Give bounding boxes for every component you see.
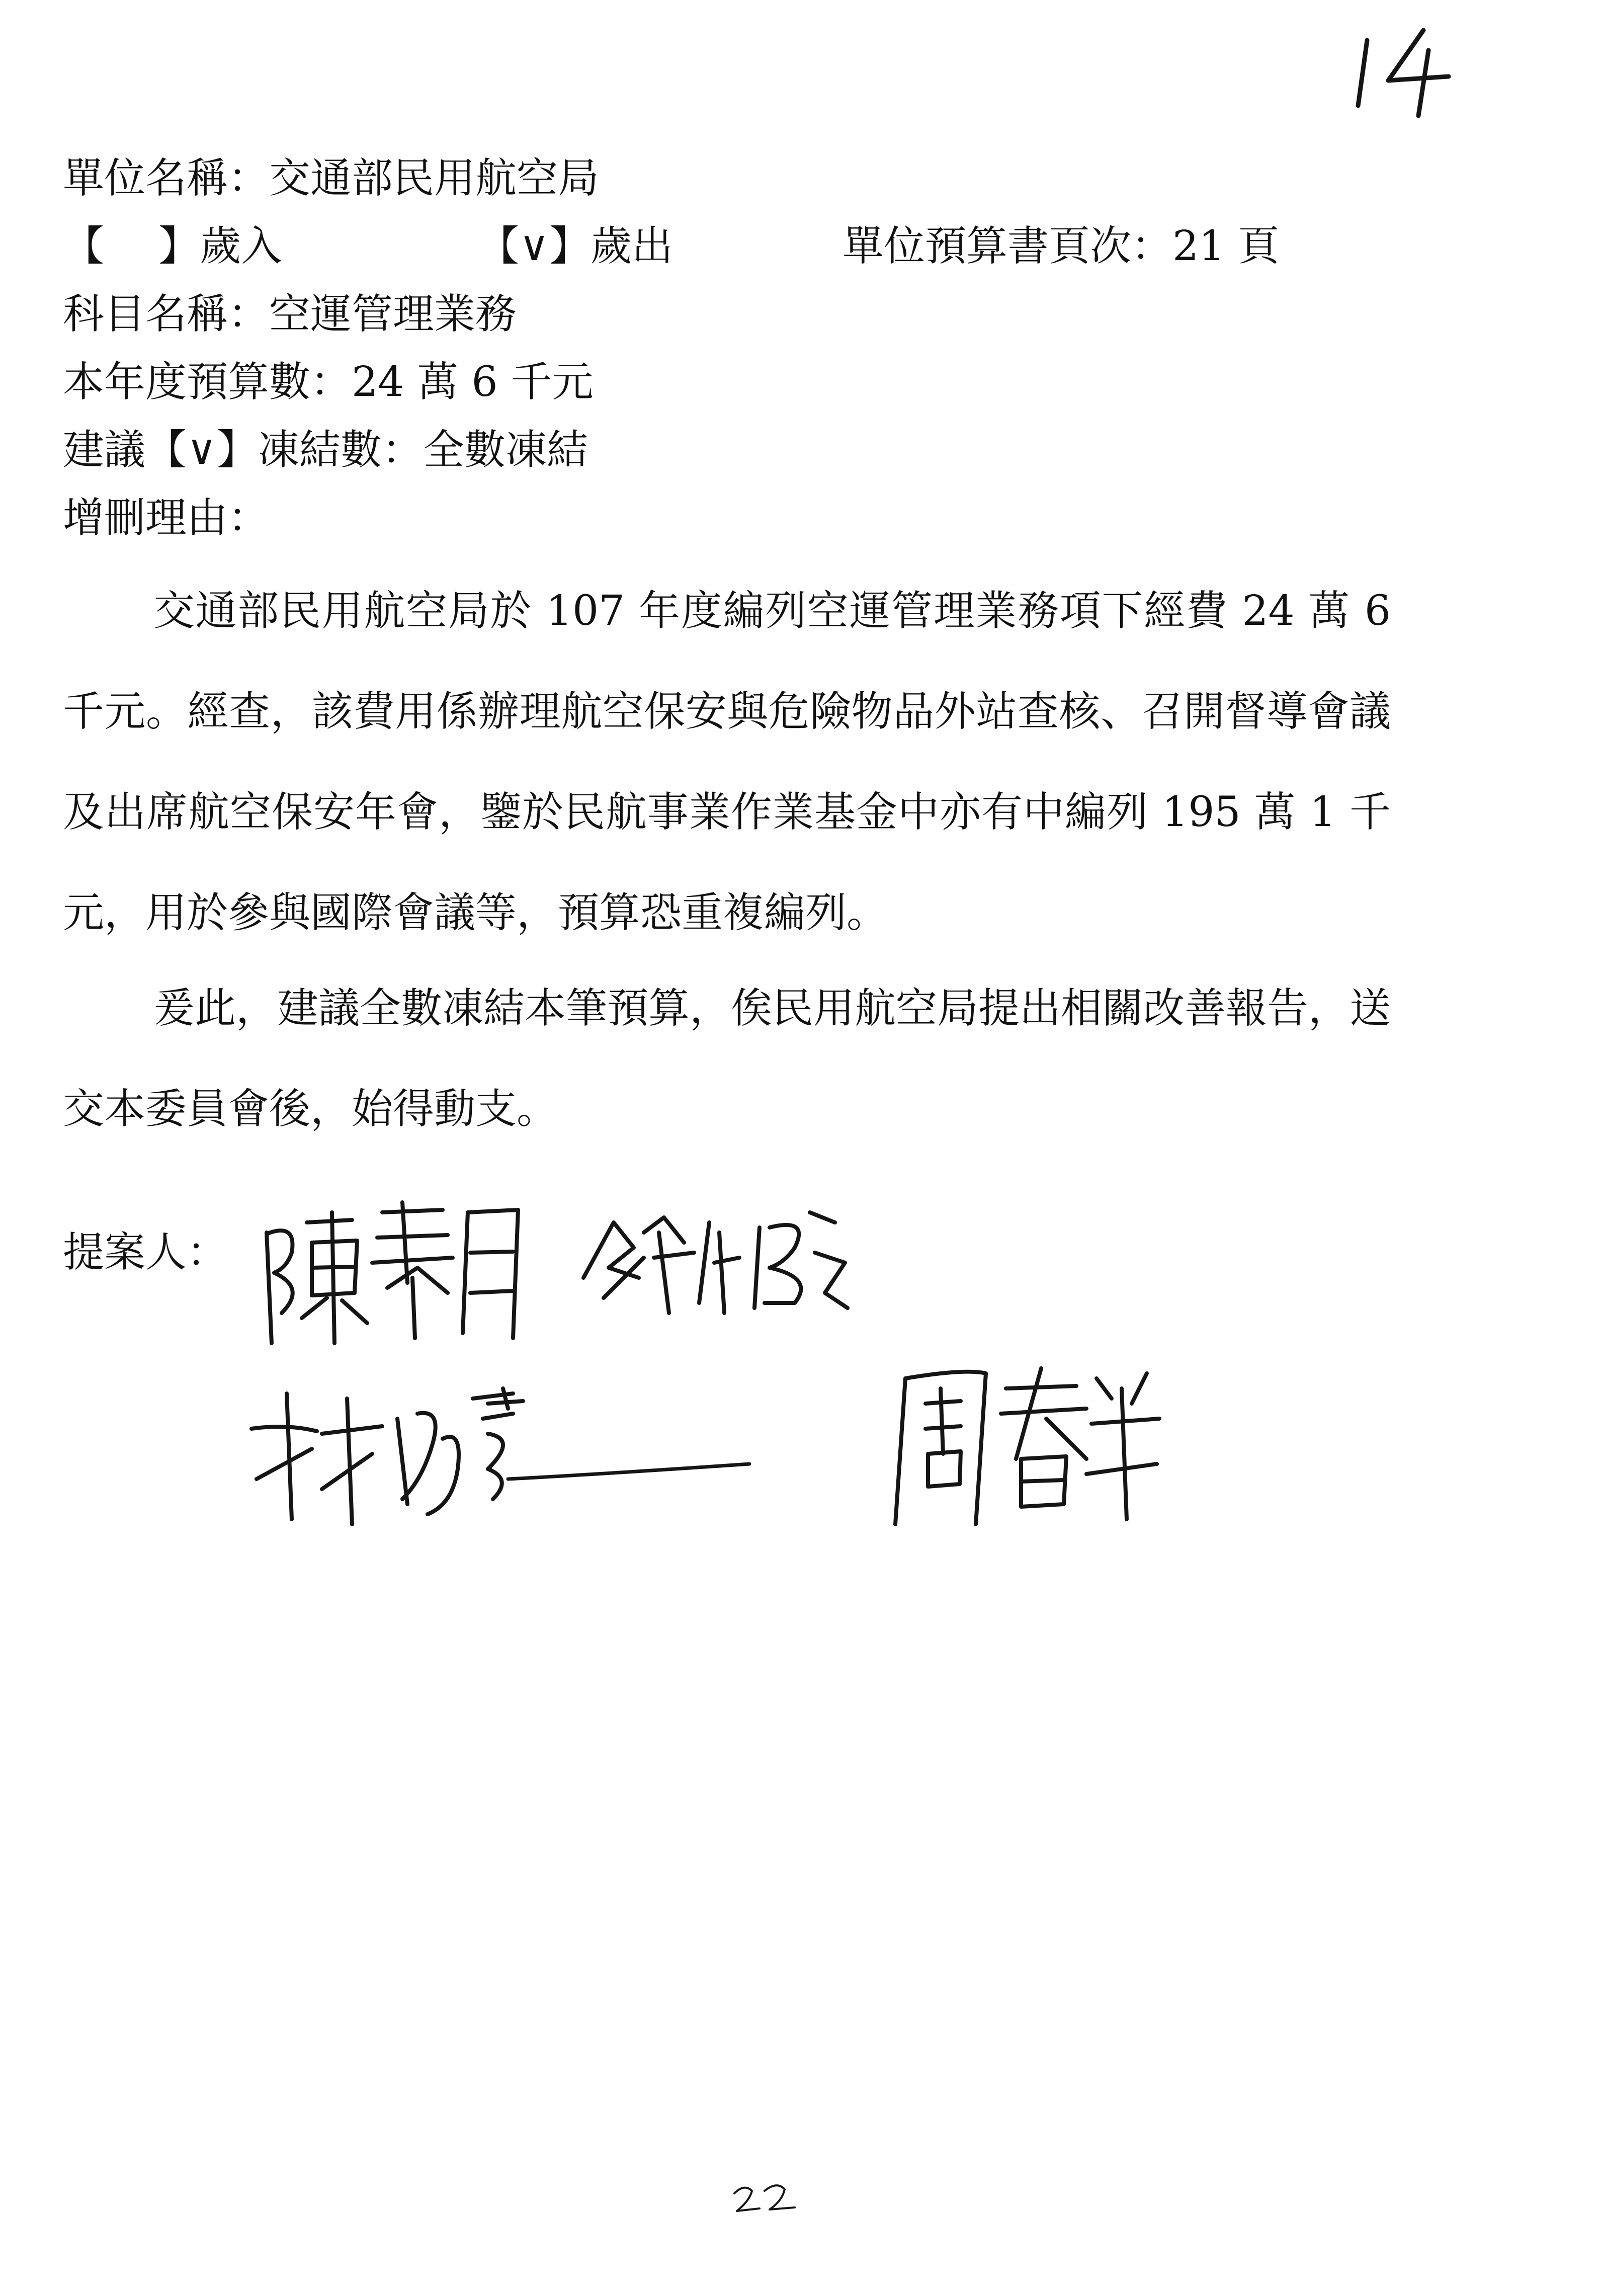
footer-page-number [729, 2178, 800, 2219]
freeze-amount-value: 全數凍結 [423, 426, 588, 474]
page-ref-label: 單位預算書頁次： [842, 222, 1173, 270]
revenue-checkbox-group [63, 221, 282, 272]
freeze-checkbox: 【∨】 [145, 426, 259, 474]
reason-heading [63, 493, 269, 543]
budget-amount-value: 24 萬 6 千元 [352, 358, 594, 406]
signature-4 [885, 1358, 1167, 1534]
unit-name-label: 單位名稱： [63, 154, 270, 202]
proposer-label: 提案人： [63, 1228, 228, 1276]
subject-value: 空運管理業務 [269, 290, 517, 338]
reason-paragraph-2: 爰此，建議全數凍結本筆預算，俟民用航空局提出相關改善報告，送交本委員會後，始得動支。 [63, 985, 1391, 1133]
handwritten-page-marker [1348, 20, 1459, 121]
revenue-label: 歲入 [200, 222, 283, 270]
reason-paragraph-1: 交通部民用航空局於 107 年度編列空運管理業務項下經費 24 萬 6 千元。經查，該費用係辦理航空保安與危險物品外站查核、召開督導會議及出席航空保安年會，鑒於民航事業作業基金中亦有中編列 195 萬 1 千元，用於參與國際會議等，預算恐重複編列。 [63, 587, 1391, 937]
subject-line [63, 289, 517, 340]
suggest-prefix: 建議 [63, 426, 146, 474]
expense-checkbox-group [478, 221, 673, 272]
expense-label: 歲出 [591, 222, 673, 270]
freeze-amount-label: 凍結數： [258, 426, 424, 474]
budget-amount-line [63, 357, 594, 407]
signature-1 [251, 1192, 533, 1353]
unit-name-value: 交通部民用航空局 [269, 154, 600, 202]
unit-name-line [63, 153, 599, 204]
subject-label: 科目名稱： [63, 290, 270, 338]
budget-book-page-ref [842, 221, 1279, 272]
expense-checkbox: 【∨】 [478, 222, 591, 270]
signature-3 [251, 1378, 754, 1529]
revenue-checkbox: 【 】 [63, 222, 200, 270]
reason-label: 增刪理由： [63, 494, 270, 542]
page-ref-value: 21 頁 [1172, 222, 1280, 270]
freeze-suggestion-line [63, 425, 588, 475]
signature-2 [573, 1202, 855, 1323]
budget-amount-label: 本年度預算數： [63, 358, 352, 406]
